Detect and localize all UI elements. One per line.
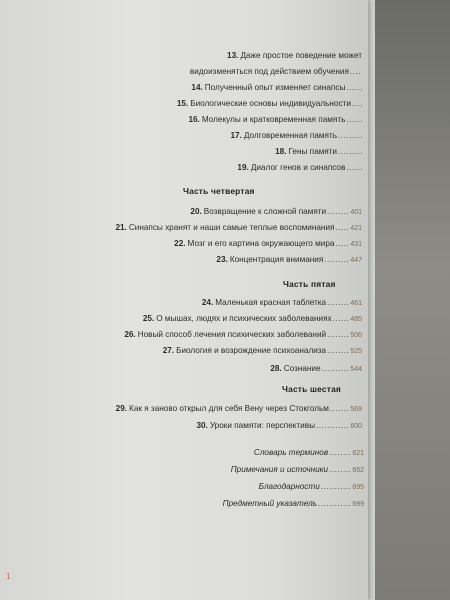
entry-title: Возвращение к сложной памяти [203,207,327,216]
leader-dots: ......... [324,255,350,264]
entry-number: 23. [216,255,228,264]
entry-title: Мозг и его картина окружающего мира [187,239,335,248]
page-number: 695 [352,484,364,491]
page-number: 461 [350,300,362,307]
toc-entry-27 [163,346,362,355]
page-number: 569 [350,406,362,413]
leader-dots: ........ [329,465,352,474]
page-corner-mark: 1 [6,572,11,581]
entry-number: 24. [201,298,214,307]
toc-glossary [254,448,364,457]
toc-entry-18 [275,147,364,156]
toc-entry-13-cont [190,67,362,76]
page-number: 401 [350,209,362,216]
leader-dots: ........... [320,482,352,491]
toc-acknowledgements [259,482,364,491]
page-number: 485 [350,316,362,323]
leader-dots: ........ [327,346,350,355]
toc-entry-15 [177,99,364,108]
entry-title: Новый способ лечения психических заболеваний [137,330,327,339]
leader-dots: ............ [316,421,350,430]
entry-title: Маленькая красная таблетка [215,298,327,307]
entry-number: 30. [196,421,208,430]
entry-number: 16. [188,115,200,124]
toc-entry-13 [227,51,362,60]
leader-dots: ...... [332,314,350,323]
entry-title: Уроки памяти: перспективы [209,421,315,430]
page-number: 525 [350,348,362,355]
entry-number: 22. [174,239,186,248]
entry-title: Биологические основы индивидуальности [190,99,351,108]
part-heading-six: Часть шестая [282,384,342,394]
part-heading-five: Часть пятая [283,279,336,289]
entry-number: 26. [124,330,136,339]
entry-title: Благодарности [258,482,320,491]
leader-dots: ......... [338,147,363,156]
entry-title: Биология и возрождение психоанализа [176,346,327,355]
entry-title: Концентрация внимания [229,255,324,264]
toc-entry-17 [230,131,364,140]
entry-number: 13. [227,51,239,60]
leader-dots: .... [349,67,361,76]
entry-number: 29. [115,404,128,413]
page-number: 506 [350,332,362,339]
part-heading-four: Часть четвертая [183,186,255,196]
toc-entry-30 [196,421,362,430]
page-number: 544 [350,366,362,373]
entry-number: 14. [191,83,203,92]
leader-dots: ...... [346,115,363,124]
toc-entry-29 [116,404,362,413]
page-number: 699 [352,501,364,508]
toc-entry-23 [216,255,362,264]
leader-dots: ........ [327,207,350,216]
leader-dots: ......... [338,131,363,140]
toc-entry-20 [190,207,362,216]
page-number: 447 [350,257,362,264]
entry-title: видоизменяться под действием обучения [189,67,349,76]
entry-number: 18. [275,147,287,156]
leader-dots: ..... [335,223,350,232]
page-number: 431 [350,241,362,248]
page-number: 621 [352,450,364,457]
leader-dots: ...... [346,83,363,92]
toc-entry-25 [143,314,362,323]
page-number: 652 [352,467,364,474]
leader-dots: ...... [346,163,363,172]
page-number: 421 [350,225,362,232]
toc-entry-14 [191,83,364,92]
page-number: 600 [350,423,362,430]
leader-dots: ..... [335,239,350,248]
entry-number: 17. [230,131,242,140]
entry-title: Долговременная память [243,131,338,140]
entry-title: Диалог генов и синапсов [250,163,346,172]
toc-entry-19 [237,163,364,172]
leader-dots: ............ [318,499,352,508]
toc-index [223,499,364,508]
toc-entry-26 [124,330,362,339]
entry-title: О мышах, людях и психических заболеваниях [156,314,332,323]
entry-number: 28. [270,364,282,373]
entry-title: Примечания и источники [230,465,329,474]
leader-dots: ........ [327,298,350,307]
leader-dots: ....... [329,404,350,413]
entry-title: Сознание [283,364,321,373]
entry-title: Даже простое поведение может [240,51,362,60]
leader-dots: .... [351,99,363,108]
entry-title: Полученный опыт изменяет синапсы [204,83,346,92]
entry-number: 19. [237,163,249,172]
leader-dots: ........ [329,448,352,457]
toc-entry-22 [174,239,362,248]
entry-number: 20. [190,207,202,216]
leader-dots: .......... [321,364,350,373]
leader-dots: ........ [327,330,350,339]
entry-title: Синапсы хранят и наши самые теплые воспоминания [128,223,335,232]
entry-title: Как я заново открыл для себя Вену через Стокгольм [129,404,329,413]
toc-notes [231,465,364,474]
entry-number: 21. [115,223,127,232]
toc-entry-16 [188,115,364,124]
entry-number: 15. [176,99,189,108]
entry-title: Предметный указатель [222,499,317,508]
toc-entry-21 [115,223,362,232]
toc-entry-28 [270,364,362,373]
toc-entry-24 [202,298,362,307]
entry-number: 27. [162,346,175,355]
entry-title: Гены памяти [288,147,338,156]
entry-title: Словарь терминов [253,448,329,457]
entry-title: Молекулы и кратковременная память [201,115,346,124]
entry-number: 25. [142,314,155,323]
